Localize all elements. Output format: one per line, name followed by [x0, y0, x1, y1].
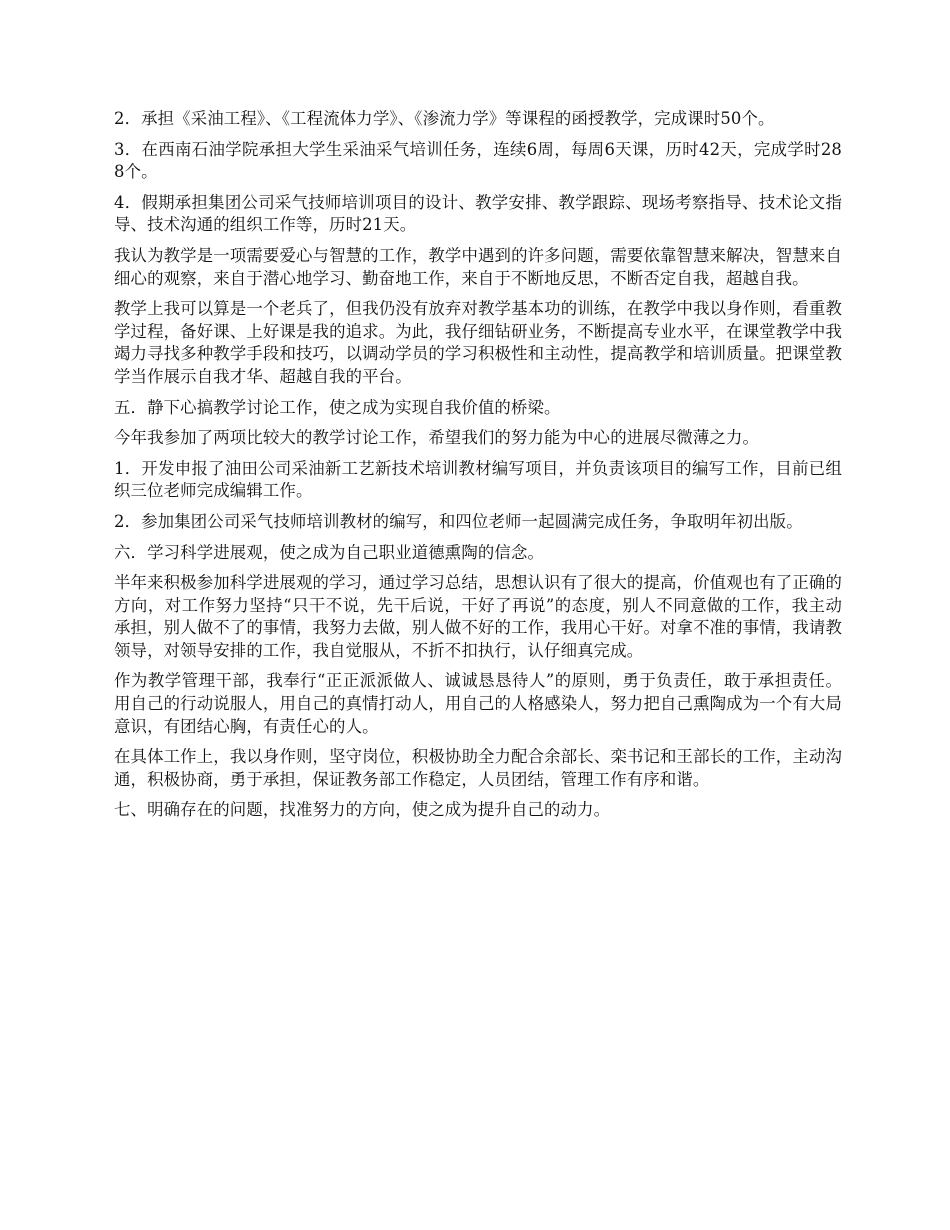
section-heading-five: 五．静下心搞教学讨论工作，使之成为实现自我价值的桥梁。: [114, 397, 561, 417]
paragraph-item-3-training: 3．在西南石油学院承担大学生采油采气培训任务，连续6周，每周6天课，历时42天，完成学时288个。: [114, 139, 842, 182]
paragraph-item-4-project: 4．假期承担集团公司采气技师培训项目的设计、教学安排、教学跟踪、现场考察指导、技术论文指导、技术沟通的组织工作等，历时21天。: [114, 192, 842, 235]
paragraph-research-intro: 今年我参加了两项比较大的教学讨论工作，希望我们的努力能为中心的进展尽微薄之力。: [114, 428, 760, 448]
paragraph-specific-work: 在具体工作上，我以身作则，坚守岗位，积极协助全力配合余部长、栾书记和王部长的工作，主动沟通，积极协商，勇于承担，保证教务部工作稳定，人员团结，管理工作有序和谐。: [114, 747, 842, 789]
paragraph-teaching-practice: 教学上我可以算是一个老兵了，但我仍没有放弃对教学基本功的训练，在教学中我以身作则，看重教学过程，备好课、上好课是我的追求。为此，我仔细钻研业务，不断提高专业水平，在课堂教学中我竭力寻找多种教学手段和技巧，以调动学员的学习积极性和主动性，提高教学和培训质量。把课堂教学当作展示自我才华、超越自我的平台。: [114, 299, 842, 386]
paragraph-item-1-textbook: 1．开发申报了油田公司采油新工艺新技术培训教材编写项目，并负责该项目的编写工作，目前已组织三位老师完成编辑工作。: [114, 458, 842, 501]
paragraph-item-2-textbook: 2．参加集团公司采气技师培训教材的编写，和四位老师一起圆满完成任务，争取明年初出版。: [114, 511, 803, 531]
section-heading-seven: 七、明确存在的问题，找准努力的方向，使之成为提升自己的动力。: [114, 800, 611, 820]
section-heading-six: 六．学习科学进展观，使之成为自己职业道德熏陶的信念。: [114, 542, 545, 562]
paragraph-item-2-course: 2．承担《采油工程》、《工程流体力学》、《渗流力学》等课程的函授教学，完成课时50个。: [114, 109, 775, 128]
document-page: [114, 108, 842, 830]
paragraph-teaching-wisdom: 我认为教学是一项需要爱心与智慧的工作，教学中遇到的许多问题，需要依靠智慧来解决，智慧来自细心的观察，来自于潜心地学习、勤奋地工作，来自于不断地反思，不断否定自我，超越自我。: [114, 245, 842, 288]
paragraph-management-principle: 作为教学管理干部，我奉行“正正派派做人、诚诚恳恳待人”的原则，勇于负责任，敢于承担责任。用自己的行动说服人，用自己的真情打动人，用自己的人格感染人，努力把自己熏陶成为一个有大局意识，有团结心胸，有责任心的人。: [114, 671, 842, 736]
paragraph-study-attitude: 半年来积极参加科学进展观的学习，通过学习总结，思想认识有了很大的提高，价值观也有了正确的方向，对工作努力坚持“只干不说，先干后说，干好了再说”的态度，别人不同意做的工作，我主动承担，别人做不了的事情，我努力去做，别人做不好的工作，我用心干好。对拿不准的事情，我请教领导，对领导安排的工作，我自觉服从，不折不扣执行，认仔细真完成。: [114, 573, 842, 660]
